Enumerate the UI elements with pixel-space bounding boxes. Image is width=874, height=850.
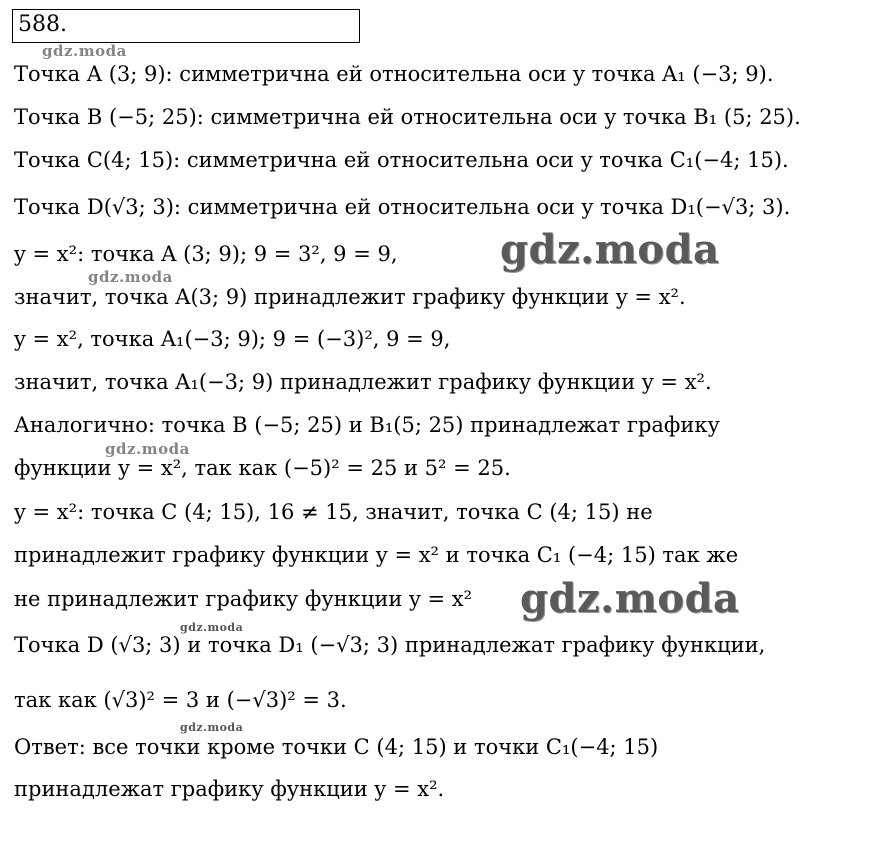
text-line-3: Точка C(4; 15): симметрична ей относительна оси y точка C₁(−4; 15).: [14, 148, 789, 172]
text-line-7: y = x², точка A₁(−3; 9); 9 = (−3)², 9 = 9,: [14, 327, 451, 351]
exercise-number: 588.: [18, 12, 67, 37]
text-line-5: y = x²: точка A (3; 9); 9 = 3², 9 = 9,: [14, 242, 398, 266]
text-line-6: значит, точка A(3; 9) принадлежит графику функции y = x².: [14, 285, 686, 309]
watermark: gdz.moda: [500, 226, 720, 273]
text-line-8: значит, точка A₁(−3; 9) принадлежит графику функции y = x².: [14, 370, 712, 394]
watermark: gdz.moda: [520, 575, 740, 622]
text-line-15: так как (√3)² = 3 и (−√3)² = 3.: [14, 688, 347, 712]
exercise-number-box: [12, 9, 360, 43]
text-line-13: не принадлежит графику функции y = x²: [14, 587, 473, 611]
text-line-10: функции y = x², так как (−5)² = 25 и 5² = 25.: [14, 456, 511, 480]
text-line-12: принадлежит графику функции y = x² и точка C₁ (−4; 15) так же: [14, 543, 739, 567]
text-line-9: Аналогично: точка B (−5; 25) и B₁(5; 25) принадлежат графику: [14, 413, 720, 437]
text-line-11: y = x²: точка C (4; 15), 16 ≠ 15, значит, точка C (4; 15) не: [14, 500, 653, 524]
text-line-14: Точка D (√3; 3) и точка D₁ (−√3; 3) принадлежат графику функции,: [14, 633, 766, 657]
watermark: gdz.moda: [105, 440, 190, 458]
text-line-16: Ответ: все точки кроме точки C (4; 15) и точки C₁(−4; 15): [14, 735, 659, 759]
watermark: gdz.moda: [180, 721, 244, 734]
watermark: gdz.moda: [88, 268, 173, 286]
watermark: gdz.moda: [42, 42, 127, 60]
watermark: gdz.moda: [180, 621, 244, 634]
text-line-2: Точка B (−5; 25): симметрична ей относительна оси y точка B₁ (5; 25).: [14, 105, 801, 129]
text-line-1: Точка A (3; 9): симметрична ей относительна оси y точка A₁ (−3; 9).: [14, 62, 774, 86]
text-line-17: принадлежат графику функции y = x².: [14, 777, 445, 801]
text-line-4: Точка D(√3; 3): симметрична ей относительна оси y точка D₁(−√3; 3).: [14, 195, 791, 219]
